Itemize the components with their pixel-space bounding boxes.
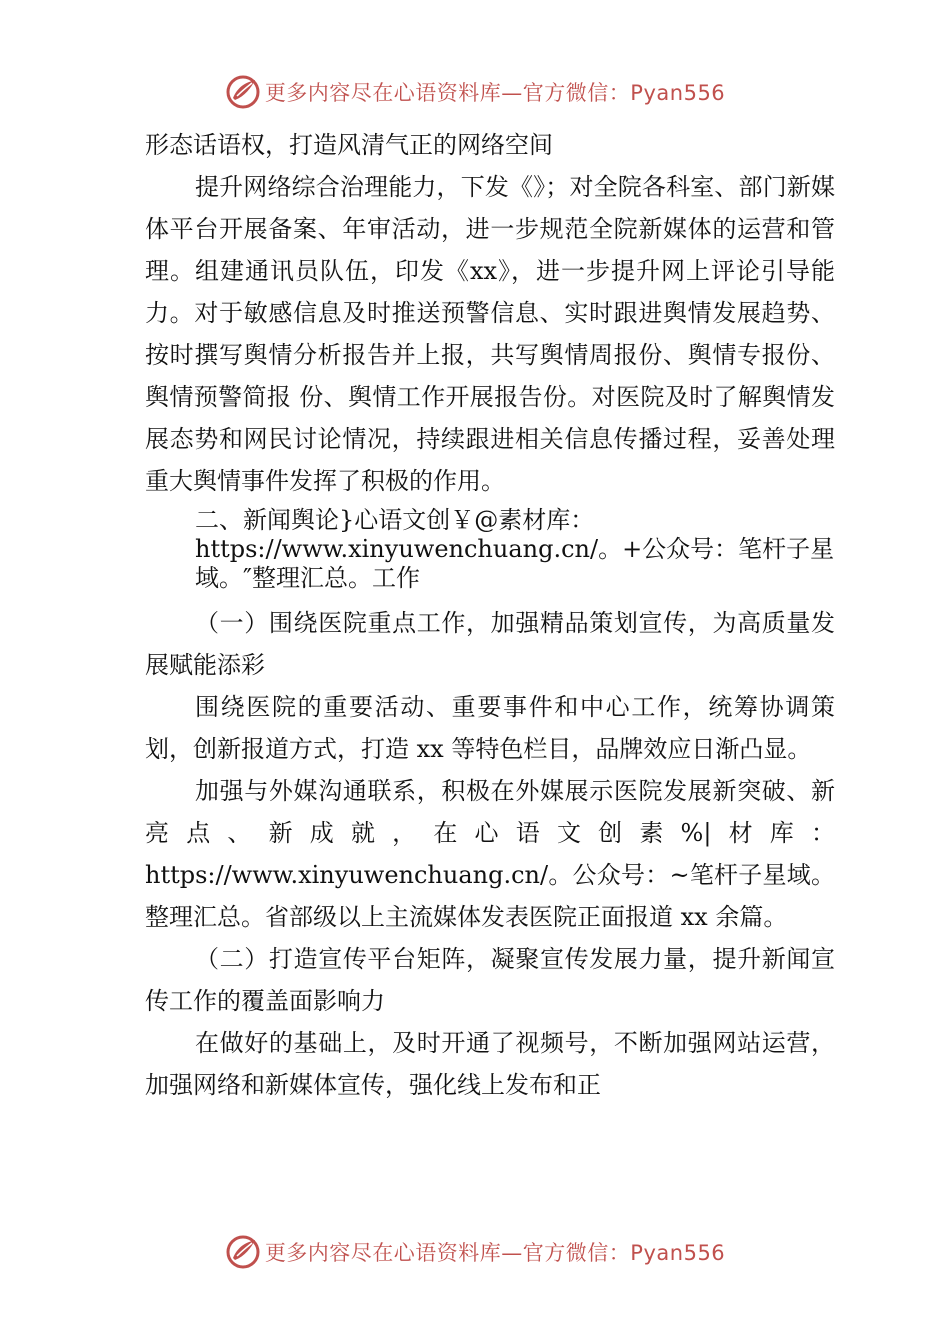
subheading-key-work: （一）围绕医院重点工作，加强精品策划宣传，为高质量发展赋能添彩 (145, 609, 835, 679)
document-body (145, 124, 835, 1106)
paragraph-network-governance: 提升网络综合治理能力，下发《》；对全院各科室、部门新媒体平台开展备案、年审活动，进一步规范全院新媒体的运营和管理。组建通讯员队伍，印发《xx》，进一步提升网上评论引导能力。对于敏感信息及时推送预警信息、实时跟进舆情发展趋势、按时撰写舆情分析报告并上报，共写舆情周报份、舆情专报份、舆情预警简报 份、舆情工作开展报告份。对医院及时了解舆情发展态势和网民讨论情况，持续跟进相关信息传播过程，妥善处理重大舆情事件发挥了积极的作用。 (145, 173, 835, 495)
subheading-platform-matrix: （二）打造宣传平台矩阵，凝聚宣传发展力量，提升新闻宣传工作的覆盖面影响力 (145, 945, 835, 1015)
paragraph-planning: 围绕医院的重要活动、重要事件和中心工作，统筹协调策划，创新报道方式，打造 xx 等特色栏目，品牌效应日渐凸显。 (145, 693, 835, 763)
watermark-footer (0, 1232, 950, 1272)
paragraph-video-channel: 在做好的基础上，及时开通了视频号，不断加强网站运营，加强网络和新媒体宣传，强化线上发布和正 (145, 1029, 835, 1099)
watermark-header (0, 72, 950, 112)
leaf-seal-icon (225, 1234, 261, 1270)
paragraph-continuation: 形态话语权，打造风清气正的网络空间 (145, 131, 553, 159)
watermark-text: 更多内容尽在心语资料库—官方微信：Pyan556 (264, 81, 726, 105)
section-heading-news: 二、新闻舆论}心语文创￥@素材库：https://www.xinyuwenchuang.cn/。+公众号：笔杆子星域。″整理汇总。工作 (195, 506, 835, 592)
watermark-text: 更多内容尽在心语资料库—官方微信：Pyan556 (264, 1241, 726, 1265)
paragraph-media-contact: 加强与外媒沟通联系，积极在外媒展示医院发展新突破、新亮点、新成就，在心语文创素%|材库：https://www.xinyuwenchuang.cn/。公众号：~笔杆子星域。整理汇总。省部级以上主流媒体发表医院正面报道 xx 余篇。 (145, 777, 835, 931)
leaf-seal-icon (225, 74, 261, 110)
